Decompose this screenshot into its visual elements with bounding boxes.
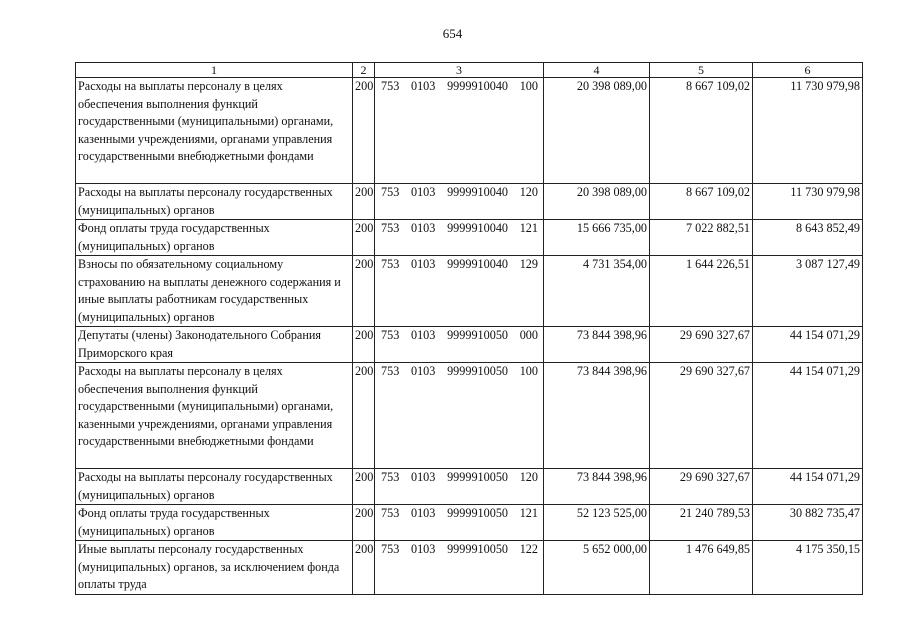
row-col4-amount: 15 666 735,00 xyxy=(544,220,650,256)
row-col6-amount: 8 643 852,49 xyxy=(753,220,863,256)
row-code xyxy=(375,184,544,220)
code-part-c: 9999910040 xyxy=(447,257,508,271)
table-row xyxy=(76,541,863,595)
row-code xyxy=(375,78,544,184)
row-col2: 200 xyxy=(353,505,375,541)
table-row xyxy=(76,256,863,327)
row-col6-amount: 3 087 127,49 xyxy=(753,256,863,327)
row-description: Депутаты (члены) Законодательного Собрания Приморского края xyxy=(76,327,353,363)
col-header-5: 5 xyxy=(650,63,753,78)
col-header-6: 6 xyxy=(753,63,863,78)
col-header-4: 4 xyxy=(544,63,650,78)
code-part-d: 121 xyxy=(519,221,538,235)
row-col5-amount: 7 022 882,51 xyxy=(650,220,753,256)
row-col2: 200 xyxy=(353,541,375,595)
code-part-d: 120 xyxy=(519,185,538,199)
row-col4-amount: 73 844 398,96 xyxy=(544,469,650,505)
code-part-a: 753 xyxy=(381,221,400,235)
row-code xyxy=(375,220,544,256)
row-description: Взносы по обязательному социальному страхованию на выплаты денежного содержания и иные выплаты работникам государственных (муниципальных) органов xyxy=(76,256,353,327)
code-part-a: 753 xyxy=(381,328,400,342)
code-part-a: 753 xyxy=(381,79,400,93)
code-part-a: 753 xyxy=(381,364,400,378)
code-part-b: 0103 xyxy=(410,506,436,520)
code-part-c: 9999910040 xyxy=(447,185,508,199)
code-part-a: 753 xyxy=(381,185,400,199)
col-header-3: 3 xyxy=(375,63,544,78)
code-part-c: 9999910050 xyxy=(447,364,508,378)
row-col6-amount: 11 730 979,98 xyxy=(753,78,863,184)
row-col2: 200 xyxy=(353,327,375,363)
col-header-2: 2 xyxy=(353,63,375,78)
row-col6-amount: 44 154 071,29 xyxy=(753,469,863,505)
code-part-d: 000 xyxy=(519,328,538,342)
table-row xyxy=(76,78,863,184)
row-description: Расходы на выплаты персоналу в целях обеспечения выполнения функций государственными (муниципальными) органами, казенными учреждениями, органами управления государственными внебюджетными фондами xyxy=(76,363,353,469)
code-part-b: 0103 xyxy=(410,328,436,342)
row-col6-amount: 44 154 071,29 xyxy=(753,363,863,469)
code-part-b: 0103 xyxy=(410,542,436,556)
row-col5-amount: 8 667 109,02 xyxy=(650,184,753,220)
row-code xyxy=(375,327,544,363)
row-col4-amount: 73 844 398,96 xyxy=(544,327,650,363)
row-col5-amount: 8 667 109,02 xyxy=(650,78,753,184)
row-code xyxy=(375,505,544,541)
table-row xyxy=(76,363,863,469)
code-part-c: 9999910050 xyxy=(447,328,508,342)
row-col2: 200 xyxy=(353,184,375,220)
row-description: Фонд оплаты труда государственных (муниципальных) органов xyxy=(76,505,353,541)
row-col2: 200 xyxy=(353,220,375,256)
row-col2: 200 xyxy=(353,469,375,505)
table-row xyxy=(76,505,863,541)
row-col6-amount: 30 882 735,47 xyxy=(753,505,863,541)
code-part-c: 9999910050 xyxy=(447,506,508,520)
row-description: Расходы на выплаты персоналу государственных (муниципальных) органов xyxy=(76,469,353,505)
code-part-c: 9999910050 xyxy=(447,542,508,556)
budget-table xyxy=(75,62,863,595)
code-part-c: 9999910050 xyxy=(447,470,508,484)
page-number: 654 xyxy=(442,26,463,41)
code-part-a: 753 xyxy=(381,257,400,271)
row-col5-amount: 29 690 327,67 xyxy=(650,469,753,505)
code-part-d: 129 xyxy=(519,257,538,271)
row-description: Иные выплаты персоналу государственных (муниципальных) органов, за исключением фонда оплаты труда xyxy=(76,541,353,595)
row-code xyxy=(375,541,544,595)
row-col6-amount: 4 175 350,15 xyxy=(753,541,863,595)
code-part-a: 753 xyxy=(381,506,400,520)
row-description: Расходы на выплаты персоналу государственных (муниципальных) органов xyxy=(76,184,353,220)
row-col5-amount: 1 476 649,85 xyxy=(650,541,753,595)
row-description: Фонд оплаты труда государственных (муниципальных) органов xyxy=(76,220,353,256)
row-col5-amount: 29 690 327,67 xyxy=(650,363,753,469)
row-col2: 200 xyxy=(353,256,375,327)
row-code xyxy=(375,363,544,469)
col-header-1: 1 xyxy=(76,63,353,78)
code-part-c: 9999910040 xyxy=(447,79,508,93)
row-col5-amount: 21 240 789,53 xyxy=(650,505,753,541)
row-col4-amount: 73 844 398,96 xyxy=(544,363,650,469)
code-part-d: 122 xyxy=(519,542,538,556)
code-part-a: 753 xyxy=(381,542,400,556)
row-col4-amount: 4 731 354,00 xyxy=(544,256,650,327)
header-row xyxy=(76,63,863,78)
row-col2: 200 xyxy=(353,363,375,469)
row-col4-amount: 52 123 525,00 xyxy=(544,505,650,541)
code-part-d: 100 xyxy=(519,364,538,378)
code-part-b: 0103 xyxy=(410,221,436,235)
table-row xyxy=(76,327,863,363)
code-part-a: 753 xyxy=(381,470,400,484)
table-row xyxy=(76,184,863,220)
code-part-d: 121 xyxy=(519,506,538,520)
table-body xyxy=(76,78,863,595)
row-col6-amount: 44 154 071,29 xyxy=(753,327,863,363)
table-row xyxy=(76,220,863,256)
row-col5-amount: 29 690 327,67 xyxy=(650,327,753,363)
code-part-b: 0103 xyxy=(410,364,436,378)
code-part-b: 0103 xyxy=(410,79,436,93)
code-part-c: 9999910040 xyxy=(447,221,508,235)
code-part-d: 120 xyxy=(519,470,538,484)
row-description: Расходы на выплаты персоналу в целях обеспечения выполнения функций государственными (муниципальными) органами, казенными учреждениями, органами управления государственными внебюджетными фондами xyxy=(76,78,353,184)
code-part-b: 0103 xyxy=(410,257,436,271)
row-col4-amount: 5 652 000,00 xyxy=(544,541,650,595)
code-part-b: 0103 xyxy=(410,470,436,484)
code-part-d: 100 xyxy=(519,79,538,93)
code-part-b: 0103 xyxy=(410,185,436,199)
table-row xyxy=(76,469,863,505)
row-code xyxy=(375,469,544,505)
row-col4-amount: 20 398 089,00 xyxy=(544,184,650,220)
row-code xyxy=(375,256,544,327)
row-col4-amount: 20 398 089,00 xyxy=(544,78,650,184)
row-col5-amount: 1 644 226,51 xyxy=(650,256,753,327)
row-col2: 200 xyxy=(353,78,375,184)
row-col6-amount: 11 730 979,98 xyxy=(753,184,863,220)
